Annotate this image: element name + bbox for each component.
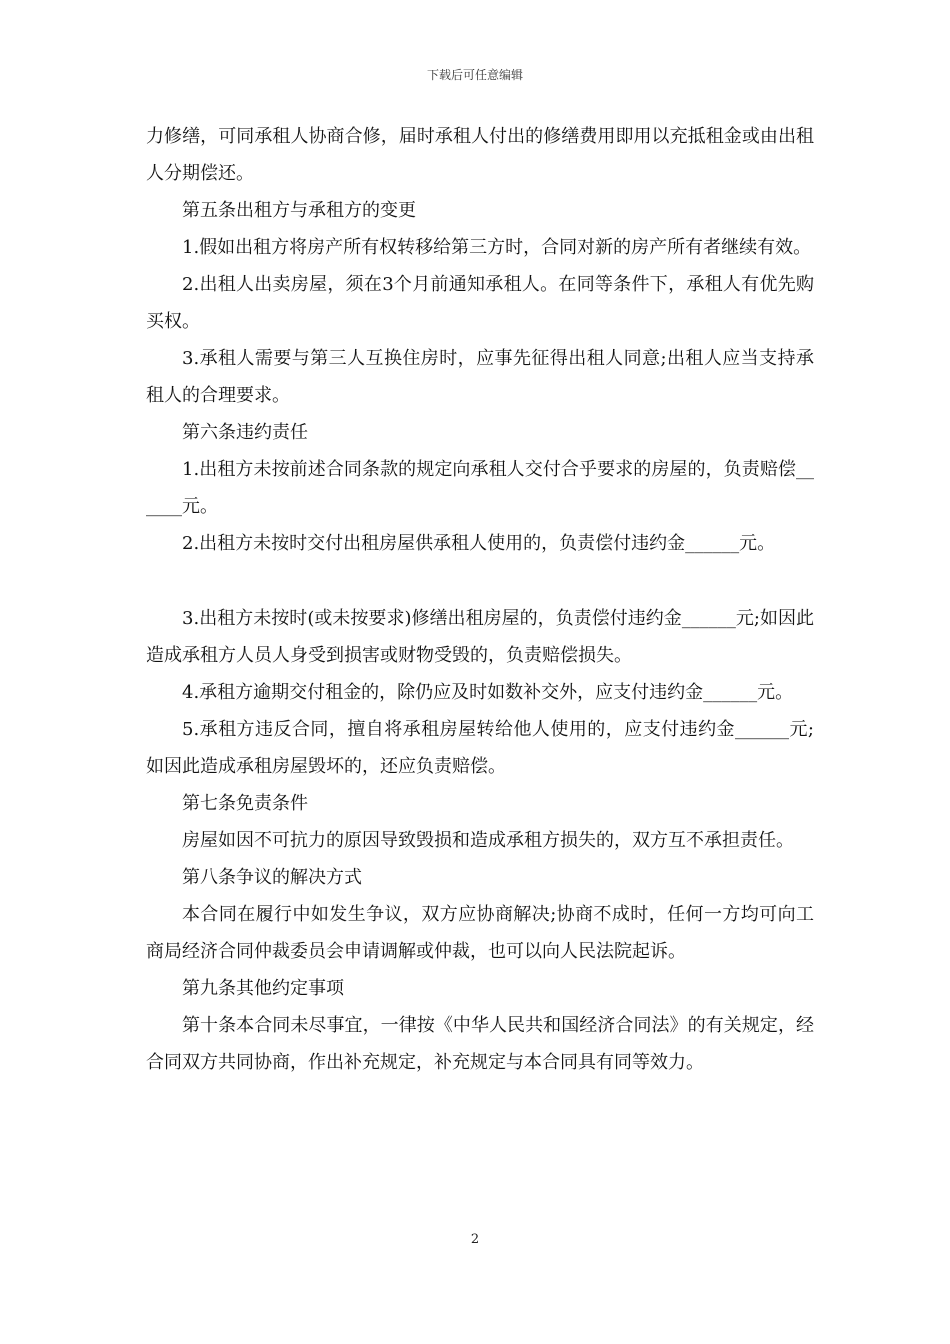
- paragraph: 1.假如出租方将房产所有权转移给第三方时，合同对新的房产所有者继续有效。: [182, 237, 812, 258]
- paragraph: 第九条其他约定事项: [182, 978, 344, 999]
- paragraph: 4.承租方逾期交付租金的，除仍应及时如数补交外，应支付违约金______元。: [182, 682, 794, 703]
- paragraph: 2.出租人出卖房屋，须在3个月前通知承租人。在同等条件下，承租人有优先购买权。: [146, 274, 814, 332]
- paragraph: 房屋如因不可抗力的原因导致毁损和造成承租方损失的，双方互不承担责任。: [182, 830, 794, 851]
- paragraph: 第七条免责条件: [182, 793, 308, 814]
- paragraph: 第十条本合同未尽事宜，一律按《中华人民共和国经济合同法》的有关规定，经合同双方共同协商，作出补充规定，补充规定与本合同具有同等效力。: [146, 1015, 814, 1073]
- paragraph-gap: [146, 562, 814, 600]
- paragraph: 3.承租人需要与第三人互换住房时，应事先征得出租人同意;出租人应当支持承租人的合理要求。: [146, 348, 814, 406]
- paragraph: 本合同在履行中如发生争议，双方应协商解决;协商不成时，任何一方均可向工商局经济合同仲裁委员会申请调解或仲裁，也可以向人民法院起诉。: [146, 904, 814, 962]
- paragraph: 力修缮，可同承租人协商合修，届时承租人付出的修缮费用即用以充抵租金或由出租人分期偿还。: [146, 126, 814, 184]
- paragraph: 5.承租方违反合同，擅自将承租房屋转给他人使用的，应支付违约金______元;如因此造成承租房屋毁坏的，还应负责赔偿。: [146, 719, 814, 777]
- paragraph: 第六条违约责任: [182, 422, 308, 443]
- paragraph: 1.出租方未按前述合同条款的规定向承租人交付合乎要求的房屋的，负责赔偿______元。: [146, 459, 814, 517]
- page-number: 2: [470, 1232, 480, 1247]
- document-body: [146, 118, 814, 1081]
- paragraph: 第八条争议的解决方式: [182, 867, 362, 888]
- paragraph: 第五条出租方与承租方的变更: [182, 200, 416, 221]
- paragraph: 2.出租方未按时交付出租房屋供承租人使用的，负责偿付违约金______元。: [182, 533, 776, 554]
- paragraph: 3.出租方未按时(或未按要求)修缮出租房屋的，负责偿付违约金______元;如因此造成承租方人员人身受到损害或财物受毁的，负责赔偿损失。: [146, 608, 814, 666]
- page-header: 下载后可任意编辑: [426, 68, 523, 82]
